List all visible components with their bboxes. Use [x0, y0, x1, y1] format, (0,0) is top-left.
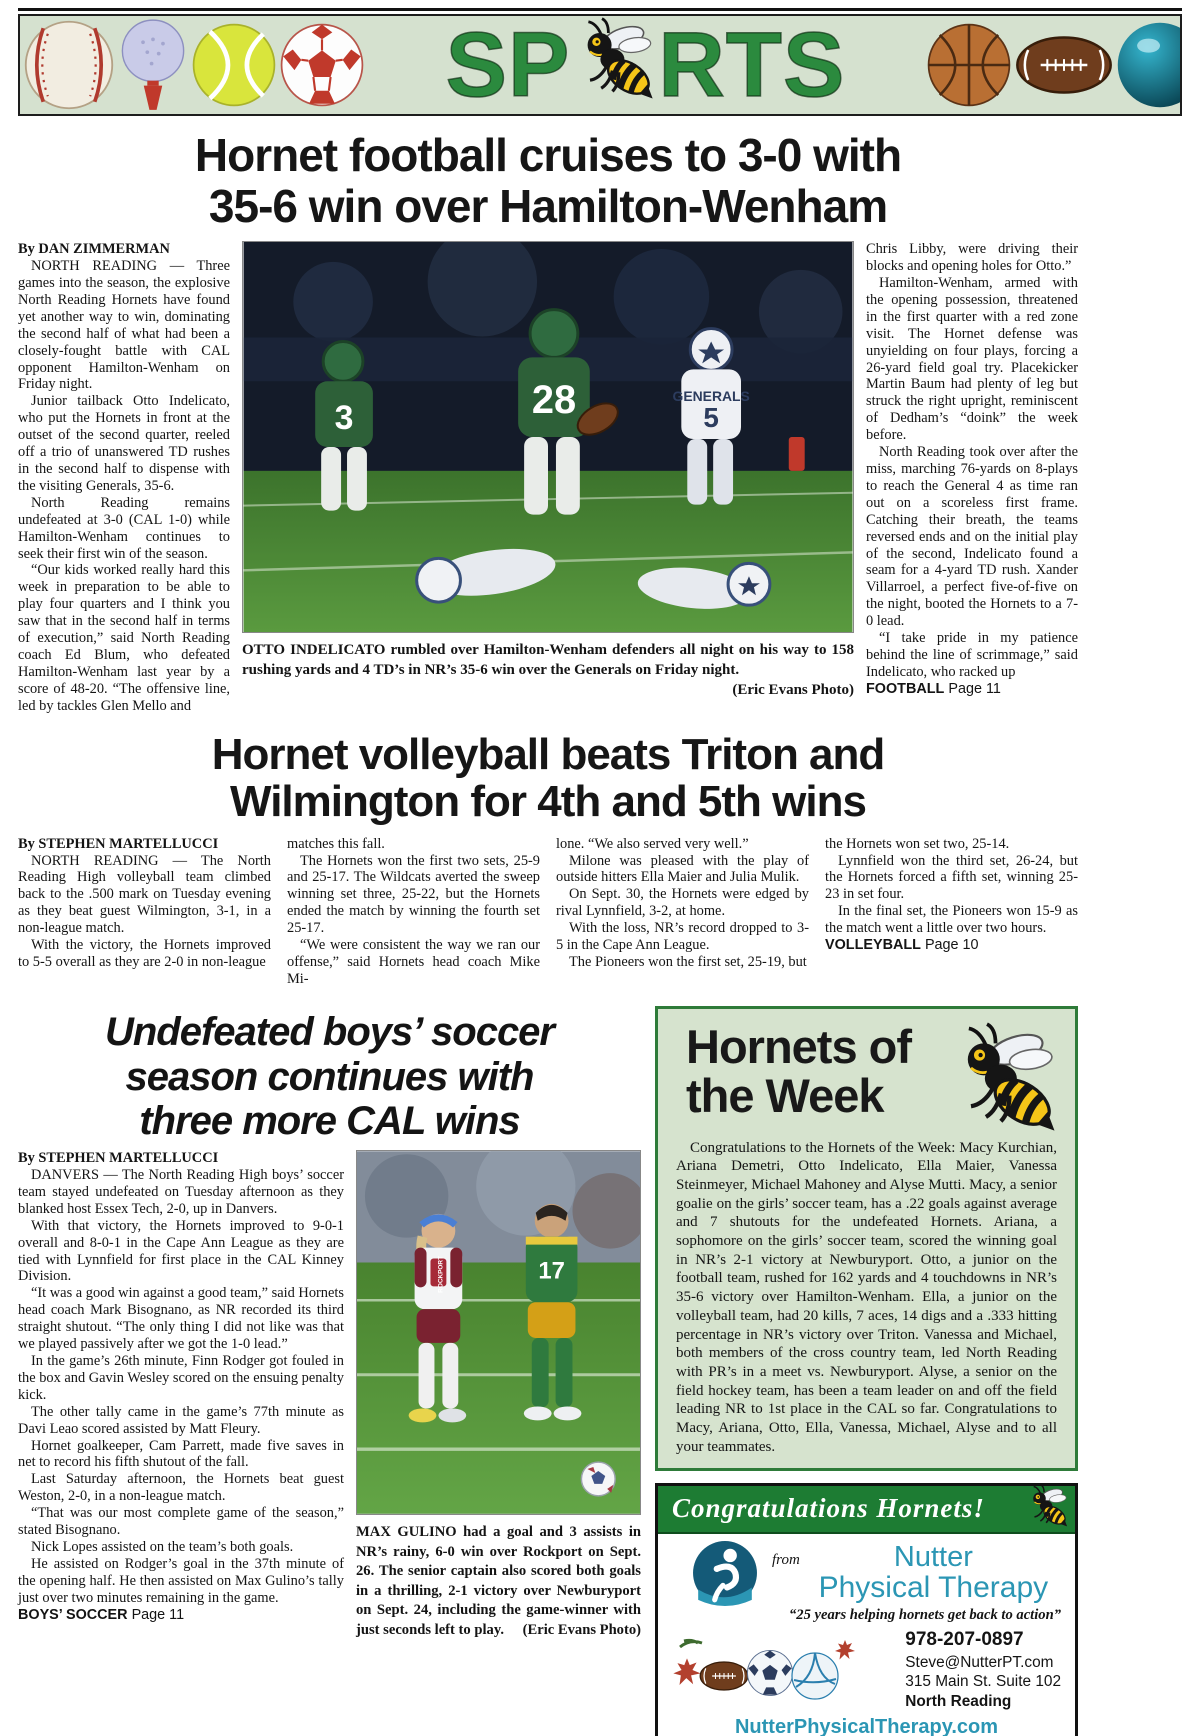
article-paragraph: The Hornets won the first two sets, 25-9 and 25-17. The Wildcats averted the sweep winning set three, 25-22, but the Hornets ended the match by winning the fourth set 25-17. [287, 852, 540, 937]
article-paragraph: lone. “We also served very well.” [556, 835, 749, 852]
svg-text:28: 28 [531, 378, 577, 423]
volleyball-col2 [287, 836, 540, 988]
football-headline-line2: 35-6 win over Hamilton-Wenham [208, 179, 888, 232]
svg-text:5: 5 [703, 402, 719, 434]
soccer-photo-figure [356, 1150, 641, 1640]
volleyball-col3 [556, 836, 809, 988]
ad-email: Steve@NutterPT.com [905, 1653, 1054, 1671]
ad-website: NutterPhysicalTherapy.com [734, 1715, 999, 1736]
sports-banner [18, 14, 1182, 116]
volleyball-col1 [18, 836, 271, 988]
volleyball-col4 [825, 836, 1078, 988]
svg-text:GENERALS: GENERALS [672, 388, 750, 405]
soccer-photo-credit: (Eric Evans Photo) [522, 1621, 641, 1638]
soccer-headline-line1: Undefeated boys’ soccer [104, 1009, 554, 1054]
hotw-title-line2: the Week [686, 1068, 884, 1122]
svg-text:ROCKPORT: ROCKPORT [437, 1256, 445, 1293]
article-paragraph: “I take pride in my patience behind the line of scrimmage,” said Indelicato, who racked up [866, 630, 1078, 680]
hornet-mascot-icon [566, 14, 662, 116]
article-paragraph: On Sept. 30, the Hornets were edged by rival Lynnfield, 3-2, at home. [556, 886, 809, 920]
football-photo [242, 241, 854, 633]
sports-title-left: SP [445, 14, 571, 116]
mini-football-icon [700, 1662, 748, 1690]
volleyball-headline-line2: Wilmington for 4th and 5th wins [230, 777, 866, 827]
volleyball-article [18, 731, 1078, 988]
mini-volleyball-icon [792, 1653, 838, 1699]
article-paragraph: With the victory, the Hornets improved to 5-5 overall as they are 2-0 in non-league [18, 937, 271, 970]
article-paragraph: matches this fall. [287, 835, 385, 852]
football-headline [18, 130, 1078, 231]
football-caption [242, 640, 854, 699]
article-paragraph: Last Saturday afternoon, the Hornets beat guest Weston, 2-0, in a non-league match. [18, 1471, 344, 1505]
article-paragraph: With the loss, NR’s record dropped to 3-5 in the Cape Ann League. [556, 920, 809, 954]
ad-brand-line2: Physical Therapy [818, 1570, 1049, 1604]
mini-soccer-icon [747, 1651, 792, 1696]
article-paragraph: The Pioneers won the first set, 25-19, but [569, 953, 807, 970]
soccer-ball-icon [279, 22, 365, 108]
article-paragraph: NORTH READING — Three games into the season, the explosive North Reading Hornets have found yet another way to win, dominating the second half of what had been a closely-fought battle with CAL opponent Hamilton-Wenham on Friday night. [18, 258, 230, 393]
basketball-icon [926, 22, 1012, 108]
tennis-ball-icon [191, 22, 277, 108]
soccer-headline-line3: three more CAL wins [139, 1099, 520, 1144]
soccer-jump-line [18, 1607, 344, 1624]
ad-contact-block [905, 1628, 1063, 1711]
soccer-article [18, 1006, 641, 1736]
football-right-column [866, 241, 1078, 714]
article-paragraph: “Our kids worked really hard this week in preparation to be able to play four quarters and I think you saw that in the second half in terms of execution,” said North Reading coach Ed Blum, who defeated Hamilton-Wenham last year by a score of 48-20. “The offensive line, led by tackles Glen Mello and [18, 562, 230, 714]
football-icon [1014, 30, 1114, 100]
article-paragraph: the Hornets won set two, 25-14. [825, 835, 1010, 852]
article-paragraph: North Reading remains undefeated at 3-0 (CAL 1-0) while Hamilton-Wenham continues to seek their first win of the season. [18, 494, 230, 562]
hornets-of-week-box [655, 1006, 1078, 1472]
article-paragraph: “It was a good win against a good team,” said Hornets head coach Mark Bisognano, as NR recorded its third straight shutout. “The only thing I did not like was that we played passively after we got the 1-0 lead.” [18, 1285, 344, 1353]
ad-tagline: “25 years helping hornets get back to action” [788, 1607, 1061, 1624]
football-jump-line [866, 681, 1078, 698]
volleyball-jump-label: VOLLEYBALL [825, 937, 921, 954]
article-paragraph: He assisted on Rodger’s goal in the 37th minute of the opening half. He then assisted on Max Gulino’s tally just over two minutes remaining in the game. [18, 1555, 344, 1606]
soccer-photo [356, 1150, 641, 1515]
article-paragraph: Milone was pleased with the play of outside hitters Ella Maier and Julia Mulik. [556, 852, 809, 886]
golf-ball-icon [117, 18, 189, 112]
football-jump-label: FOOTBALL [866, 680, 945, 697]
soccer-headline-line2: season continues with [125, 1054, 534, 1099]
article-paragraph: With that victory, the Hornets improved to 9-0-1 overall and 8-0-1 in the Cape Ann League as they are tied with Lynnfield for first place in the CAL Kinney Division. [18, 1217, 344, 1285]
ad-address-line2: North Reading [905, 1693, 1012, 1711]
svg-text:3: 3 [334, 399, 354, 438]
volleyball-jump-page: Page 10 [924, 937, 979, 954]
ad-from-label: from [772, 1551, 800, 1568]
article-paragraph: In the game’s 26th minute, Finn Rodger got fouled in the box and Gavin Wesley scored on the ensuing penalty kick. [18, 1353, 344, 1403]
soccer-jump-label: BOYS’ SOCCER [18, 1606, 128, 1623]
pool-ball-icon [1116, 21, 1182, 109]
football-headline-line1: Hornet football cruises to 3-0 with [194, 129, 902, 181]
article-paragraph: Hamilton-Wenham, armed with the opening possession, threatened in the first quarter with a red zone visit. The Hornet defense was unyielding on four plays, forcing a 26-yard field goal try. Placekicker Martin Baum had plenty of leg but struck the right upright, reminiscent of Dedham’s “doink” the week before. [866, 275, 1078, 444]
article-paragraph: DANVERS — The North Reading High boys’ soccer team stayed undefeated on Tuesday afternoon as they blanked host Essex Tech, 2-0, up in Danvers. [18, 1167, 344, 1217]
svg-text:17: 17 [538, 1257, 565, 1285]
football-caption-text: OTTO INDELICATO rumbled over Hamilton-Wenham defenders all night on his way to 158 rushing yards and 4 TD’s in NR’s 35-6 win over the Generals on Friday night. [242, 642, 854, 679]
article-paragraph: “We were consistent the way we ran our offense,” said Hornets head coach Mike Mi- [287, 937, 540, 987]
hornet-mascot-icon [1021, 1484, 1073, 1534]
nutter-logo-icon [692, 1540, 758, 1606]
ad-banner [658, 1486, 1075, 1534]
article-paragraph: Lynnfield won the third set, 26-24, but the Hornets forced a fifth set, winning 25-23 in set four. [825, 852, 1078, 903]
article-paragraph: Hornet goalkeeper, Cam Parrett, made five saves in net to record his fifth shutout of the fall. [18, 1437, 344, 1471]
soccer-headline [18, 1010, 641, 1144]
hornet-mascot-icon [939, 1017, 1067, 1155]
soccer-text-column [18, 1150, 344, 1640]
hornets-of-week-body: Congratulations to the Hornets of the Week: Macy Kurchian, Ariana Demetri, Otto Indelicato, Ella Maier, Vanessa Steinmeyer, Michael Mahoney and Alyse Mutti. Macy, a senior goalie on the girls’ soccer team, has a .22 goals against average and 7 shutouts for the undefeated Hornets. Ariana, a sophomore on the girls’ soccer team, scored the winning goal in NR’s 2-1 victory at Newburyport. Otto, a junior on the football team, rushed for 162 yards and 4 touchdowns in NR’s 35-6 victory over Hamilton-Wenham. Ella, a junior on the volleyball team, had 20 kills, 7 aces, 14 digs and a .333 hitting percentage in NR’s victory over Triton. Vanessa and Michael, both members of the cross country team, led North Reading with PR’s in a meet vs. Newburyport. Alyse, a senior on the field hockey team, has been a team leader on and off the field leading NR to 1st place in the CAL so far. Congratulations to Macy, Ariana, Otto, Ella, Vanessa, Michael, Alyse and to all your teammates. [676, 1139, 1057, 1455]
article-paragraph: Junior tailback Otto Indelicato, who put the Hornets in front at the outset of the second quarter, reeled off a trio of unanswered TD rushes in the second half to dispense with the visiting Generals, 35-6. [18, 393, 230, 494]
article-paragraph: Nick Lopes assisted on the team’s both goals. [31, 1538, 294, 1555]
soccer-byline: By STEPHEN MARTELLUCCI [18, 1150, 219, 1167]
volleyball-headline [18, 731, 1078, 826]
ad-phone: 978-207-0897 [905, 1629, 1024, 1651]
baseball-icon [23, 19, 115, 111]
maple-leaf-icon [673, 1659, 700, 1686]
volleyball-headline-line1: Hornet volleyball beats Triton and [211, 729, 885, 779]
football-left-column [18, 241, 230, 714]
ad-brand [804, 1543, 1063, 1603]
soccer-caption-text: MAX GULINO had a goal and 3 assists in NR’s rainy, 6-0 win over Rockport on Sept. 26. The senior captain also scored both goals in a thrilling, 2-1 victory over Newburyport on Sept. 24, including the game-winner with just seconds left to play. [356, 1524, 641, 1638]
football-photo-figure [242, 241, 854, 714]
ad-sports-icons [670, 1635, 856, 1705]
hotw-title-line1: Hornets of [686, 1019, 911, 1073]
volleyball-byline: By STEPHEN MARTELLUCCI [18, 835, 219, 852]
football-byline: By DAN ZIMMERMAN [18, 241, 170, 258]
article-paragraph: NORTH READING — The North Reading High volleyball team climbed back to the .500 mark on Tuesday evening as they beat guest Wilmington, 3-1, in a non-league match. [18, 852, 271, 937]
hornets-of-week-title [676, 1019, 956, 1122]
soccer-jump-page: Page 11 [131, 1606, 185, 1623]
sports-title-right: RTS [658, 14, 846, 116]
nutter-ad [655, 1483, 1078, 1736]
article-paragraph: The other tally came in the game’s 77th minute as Davi Leao scored assisted by Matt Fleury. [18, 1403, 344, 1437]
top-rule [18, 8, 1182, 11]
sports-title [366, 14, 925, 116]
ad-brand-line1: Nutter [893, 1541, 973, 1574]
article-paragraph: In the final set, the Pioneers won 15-9 as the match went a little over two hours. [825, 903, 1078, 937]
article-paragraph: “That was our most complete game of the season,” stated Bisognano. [18, 1505, 344, 1539]
soccer-ball [581, 1462, 615, 1496]
volleyball-jump-line [825, 937, 1078, 954]
ad-address-line1: 315 Main St. Suite 102 [905, 1673, 1061, 1691]
article-paragraph: North Reading took over after the miss, marching 76-yards on 8-plays to reach the General 4 as time ran out on a scoreless first frame. Catching their breath, the teams reversed ends and on the initial play of the second, Indelicato found a seam for a 4-yard TD rush. Xander Villarroel, a perfect five-of-five on the night, booted the Hornets to a 7-0 lead. [866, 444, 1078, 630]
ad-banner-text: Congratulations Hornets! [672, 1493, 985, 1524]
football-photo-credit: (Eric Evans Photo) [732, 682, 854, 699]
pine-branch-icon [680, 1641, 702, 1648]
soccer-caption [356, 1523, 641, 1640]
maple-leaf-icon [835, 1640, 855, 1660]
article-paragraph: Chris Libby, were driving their blocks and opening holes for Otto.” [866, 241, 1078, 275]
football-jump-page: Page 11 [948, 680, 1001, 697]
football-article [18, 130, 1078, 715]
